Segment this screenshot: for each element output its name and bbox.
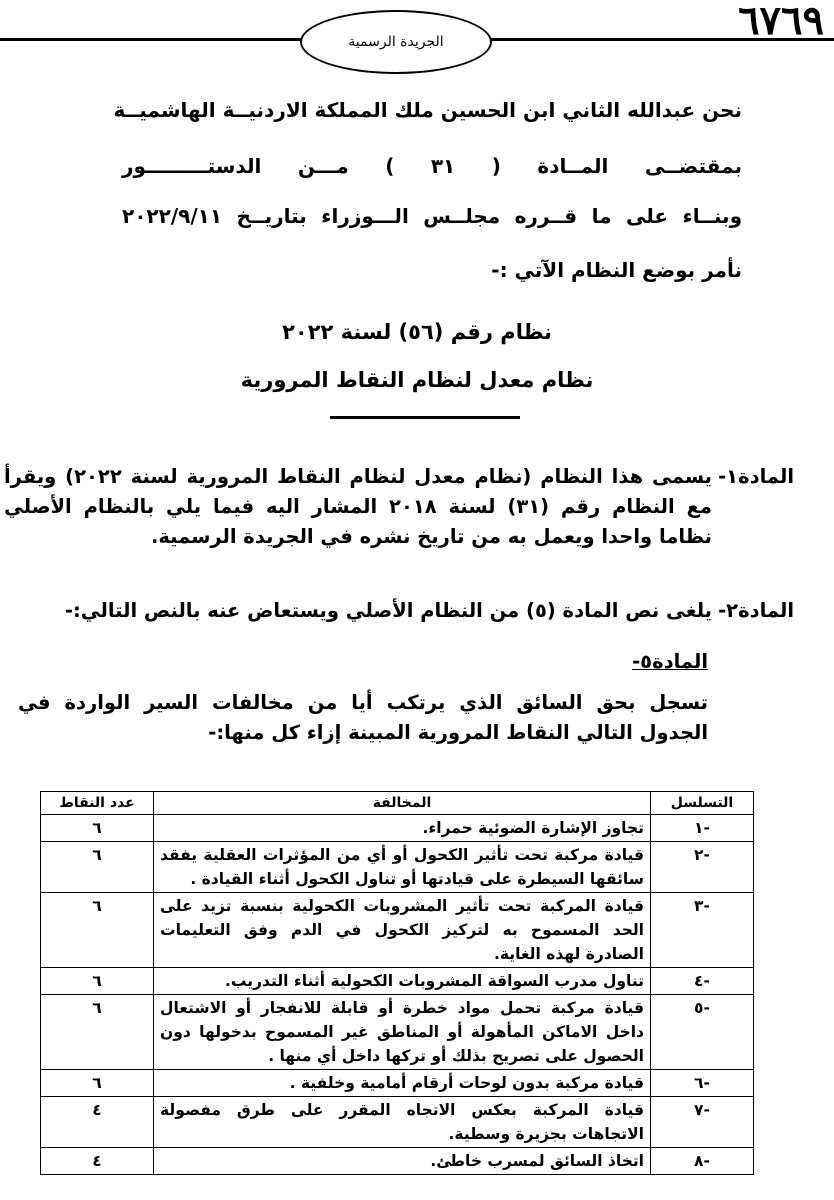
article-2-label: المادة٢- (718, 599, 794, 622)
table-header-row (41, 792, 754, 815)
preamble-line-1: نحن عبدالله الثاني ابن الحسين ملك المملكة الاردنيــة الهاشميــة (113, 98, 742, 122)
row-serial: -٣ (651, 893, 754, 968)
regulation-number-title: نظام رقم (٥٦) لسنة ٢٠٢٢ (282, 320, 552, 344)
article-1-label: المادة١- (718, 465, 794, 488)
row-points: ٤ (41, 1097, 154, 1148)
row-serial: -١ (651, 815, 754, 842)
table-row (41, 842, 754, 893)
row-violation: قيادة مركبة بدون لوحات أرقام أمامية وخلفية . (154, 1070, 651, 1097)
regulation-name: نظام معدل لنظام النقاط المرورية (240, 368, 594, 392)
violations-table (40, 791, 754, 1175)
article-1 (4, 462, 794, 552)
header-serial: التسلسل (651, 792, 754, 815)
row-violation: قيادة مركبة تحت تأثير الكحول أو أي من المؤثرات العقلية يفقد سائقها السيطرة على قيادتها أو تناول الكحول أثناء القيادة . (154, 842, 651, 893)
row-serial: -٦ (651, 1070, 754, 1097)
row-points: ٦ (41, 893, 154, 968)
table-row (41, 968, 754, 995)
row-violation: تجاوز الإشارة الضوئية حمراء. (154, 815, 651, 842)
table-row (41, 1070, 754, 1097)
row-serial: -٢ (651, 842, 754, 893)
table-row (41, 1097, 754, 1148)
article-2 (4, 596, 794, 626)
row-points: ٦ (41, 842, 154, 893)
new-article-text: تسجل بحق السائق الذي يرتكب أيا من مخالفات السير الواردة في الجدول التالي النقاط المرورية المبينة إزاء كل منها:- (18, 691, 708, 744)
gazette-name: الجريدة الرسمية (348, 34, 444, 50)
header-violation: المخالفة (154, 792, 651, 815)
preamble-line-4: نأمر بوضع النظام الآتي :- (491, 258, 742, 282)
table-row (41, 995, 754, 1070)
title-underline (330, 416, 520, 419)
header-points: عدد النقاط (41, 792, 154, 815)
row-serial: -٧ (651, 1097, 754, 1148)
table-row (41, 893, 754, 968)
row-points: ٤ (41, 1148, 154, 1175)
table-row (41, 1148, 754, 1175)
row-violation: تناول مدرب السواقة المشروبات الكحولية أثناء التدريب. (154, 968, 651, 995)
row-violation: قيادة المركبة تحت تأثير المشروبات الكحولية بنسبة تزيد على الحد المسموح به لتركيز الكحول في الدم وفق التعليمات الصادرة لهذه الغاية. (154, 893, 651, 968)
row-points: ٦ (41, 995, 154, 1070)
new-article-title: المادة٥- (632, 650, 708, 673)
row-violation: اتخاذ السائق لمسرب خاطئ. (154, 1148, 651, 1175)
table-row (41, 815, 754, 842)
row-violation: قيادة مركبة تحمل مواد خطرة أو قابلة للانفجار أو الاشتعال داخل الاماكن المأهولة أو المناطق غير المسموح بدخولها دون الحصول على تصريح بذلك أو تركها داخل أي منها . (154, 995, 651, 1070)
row-serial: -٤ (651, 968, 754, 995)
article-1-text: يسمى هذا النظام (نظام معدل لنظام النقاط المرورية لسنة ٢٠٢٢) ويقرأ مع النظام رقم (٣١) لسنة ٢٠١٨ المشار اليه فيما يلي بالنظام الأصلي نظاما واحدا ويعمل به من تاريخ نشره في الجريدة الرسمية. (4, 465, 712, 548)
row-points: ٦ (41, 815, 154, 842)
page-number: ٦٧٦٩ (738, 0, 824, 44)
row-violation: قيادة المركبة بعكس الاتجاه المقرر على طرق مفصولة الاتجاهات بجزيرة وسطية. (154, 1097, 651, 1148)
row-serial: -٥ (651, 995, 754, 1070)
preamble-line-2: بمقتضــى المــادة ( ٣١ ) مـــن الدستـــــــــور (122, 154, 742, 178)
article-2-text: يلغى نص المادة (٥) من النظام الأصلي ويستعاض عنه بالنص التالي:- (64, 599, 712, 622)
gazette-name-badge (300, 10, 492, 74)
row-points: ٦ (41, 968, 154, 995)
row-serial: -٨ (651, 1148, 754, 1175)
row-points: ٦ (41, 1070, 154, 1097)
preamble-line-3: وبنــاء على ما قــرره مجلــس الـــوزراء بتاريــخ ٢٠٢٢/٩/١١ (122, 204, 742, 228)
